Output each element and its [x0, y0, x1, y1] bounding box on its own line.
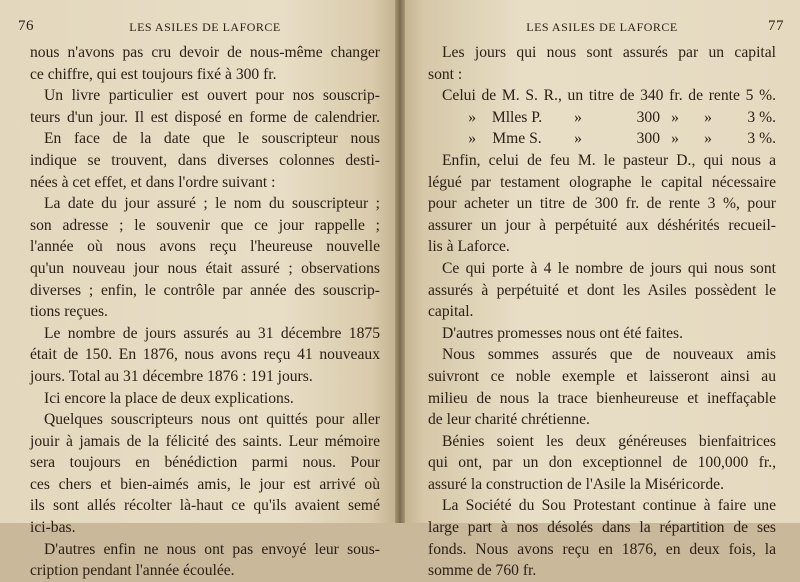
- text-line: capital.: [428, 303, 474, 321]
- text-line: sera toujours en bénédiction parmi nous. Pour: [30, 454, 380, 472]
- rente-rate: 3 %.: [747, 130, 776, 148]
- left-page-number: 76: [18, 18, 34, 34]
- right-page: [400, 0, 800, 580]
- left-running-title: LES ASILES DE LAFORCE: [129, 20, 281, 34]
- text-line: nous n'avons pas cru devoir de nous-même changer: [30, 44, 380, 61]
- text-line: l'année où nous avons reçu l'heureuse nouvelle: [30, 238, 380, 256]
- text-line: Le nombre de jours assurés au 31 décembre 1875: [44, 324, 380, 342]
- text-line: lis à Laforce.: [428, 238, 510, 256]
- rente-donor: Mme S.: [492, 130, 542, 148]
- rente-donor: Mlles P.: [491, 108, 543, 126]
- text-line: Les jours qui nous sont assurés par un capital: [442, 44, 776, 61]
- right-running-head: [428, 18, 784, 38]
- text-line: somme de 760 fr.: [428, 562, 537, 580]
- text-line: Un livre particulier est ouvert pour nos souscrip-: [44, 87, 380, 105]
- text-line: son adresse ; le souvenir que ce jour rappelle ;: [30, 216, 380, 234]
- ditto-mark: »: [468, 130, 476, 148]
- text-line: Ce qui porte à 4 le nombre de jours qui nous sont: [442, 259, 776, 277]
- text-line: milieu de nous la trace bienheureuse et ineffaçable: [428, 389, 776, 407]
- ditto-mark: »: [468, 108, 476, 126]
- text-line: légué par testament olographe le capital nécessaire: [428, 173, 776, 191]
- left-body-text: [30, 42, 380, 582]
- text-line: jours. Total au 31 décembre 1876 : 191 jours.: [30, 367, 313, 385]
- text-line: sont :: [428, 65, 463, 83]
- text-line: assuré la construction de l'Asile la Miséricorde.: [428, 475, 724, 493]
- text-line: Enfin, celui de feu M. le pasteur D., qui nous a: [442, 151, 776, 169]
- left-running-head: [18, 18, 380, 38]
- text-line: diverses ; enfin, le contrôle par année des souscrip-: [30, 281, 380, 299]
- text-line: ici-bas.: [30, 519, 76, 537]
- text-line: Bénies soient les deux généreuses bienfaitrices: [442, 432, 776, 450]
- rente-amount: 300: [636, 108, 660, 126]
- text-line: cription pendant l'année écoulée.: [30, 562, 235, 580]
- left-page: [0, 0, 400, 580]
- text-line: de leur charité chrétienne.: [428, 411, 590, 429]
- ditto-mark: »: [671, 108, 679, 126]
- ditto-mark: »: [671, 130, 679, 148]
- text-line: qu'un nouveau jour nous était assuré ; observations: [30, 259, 380, 277]
- text-line: suivront ce noble exemple et laisseront ainsi au: [428, 367, 776, 385]
- text-line: tions reçues.: [30, 303, 108, 321]
- ditto-mark: »: [574, 130, 582, 148]
- text-line: indique se trouvent, dans diverses colonnes desti-: [30, 151, 380, 169]
- text-line: était de 150. En 1876, nous avons reçu 41 nouveaux: [30, 346, 380, 364]
- text-line: assurés à perpétuité et dont les Asiles possèdent le: [428, 281, 776, 299]
- text-line: assurer un jour à perpétuité aux déshérités recueil-: [428, 216, 776, 234]
- text-line: teurs d'un jour. Il est disposé en forme de calendrier.: [30, 108, 380, 126]
- text-line: ce chiffre, qui est toujours fixé à 300 fr.: [30, 65, 277, 83]
- text-line: jouir à jamais de la félicité des saints. Leur mémoire: [30, 432, 380, 450]
- ditto-mark: »: [704, 130, 712, 148]
- text-line: nées à cet effet, et dans l'ordre suivant :: [30, 173, 276, 191]
- text-line: fonds. Nous avons reçu en 1876, en deux fois, la: [428, 540, 776, 558]
- text-line: pour acheter un titre de 300 fr. de rente 3 %, pour: [428, 195, 776, 213]
- text-line: ils sont allés récolter là-haut ce qu'ils avaient semé: [30, 497, 380, 515]
- text-line: Nous sommes assurés que de nouveaux amis: [442, 346, 776, 364]
- text-line: En face de la date que le souscripteur nous: [44, 130, 380, 148]
- rente-amount: 300: [636, 130, 660, 148]
- text-line: D'autres promesses nous ont été faites.: [442, 324, 683, 342]
- text-line: La Société du Sou Protestant continue à faire une: [442, 497, 776, 515]
- right-body-text: [428, 42, 776, 582]
- rente-row: Celui de M. S. R., un titre de 340 fr. de rente 5 %.: [442, 87, 776, 105]
- text-line: large part à nos désolés dans la répartition de ses: [428, 519, 776, 537]
- book-gutter: [395, 0, 405, 523]
- text-line: Ici encore la place de deux explications.: [44, 389, 294, 407]
- text-line: Quelques souscripteurs nous ont quittés pour aller: [44, 411, 380, 429]
- ditto-mark: »: [704, 108, 712, 126]
- rente-row: [428, 107, 776, 129]
- ditto-mark: »: [574, 108, 582, 126]
- rente-rate: 3 %.: [747, 108, 776, 126]
- text-line: D'autres enfin ne nous ont pas envoyé leur sous-: [44, 540, 380, 558]
- right-page-number: 77: [768, 18, 784, 34]
- text-line: La date du jour assuré ; le nom du souscripteur ;: [44, 195, 380, 213]
- rente-row: [428, 128, 776, 150]
- text-line: ces chers et bien-aimés amis, le jour est arrivé où: [30, 475, 380, 493]
- text-line: qui ont, par un don exceptionnel de 100,000 fr.,: [428, 454, 776, 472]
- right-running-title: LES ASILES DE LAFORCE: [526, 20, 678, 34]
